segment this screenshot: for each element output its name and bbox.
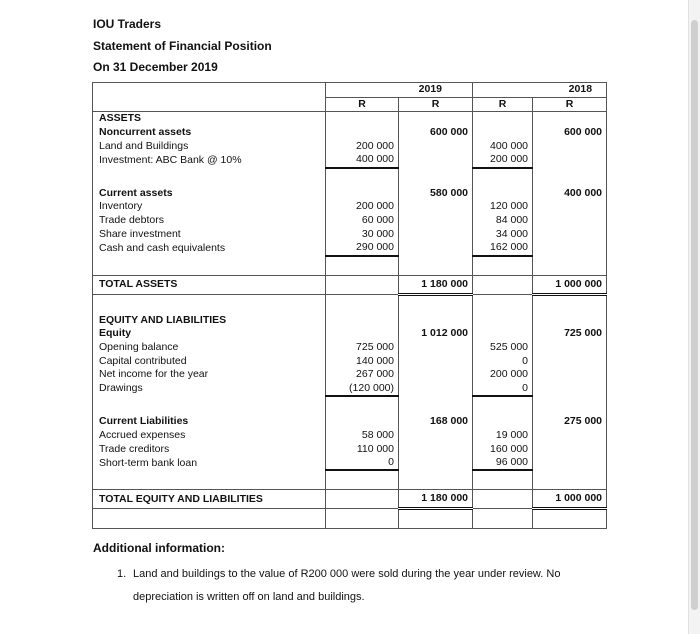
- row-label: Trade debtors: [93, 214, 326, 228]
- currency-label: R: [399, 97, 473, 112]
- table-row: [93, 275, 607, 294]
- table-row: [93, 214, 607, 228]
- table-row: [93, 187, 607, 201]
- section-heading: EQUITY AND LIABILITIES: [93, 314, 326, 328]
- spacer-row: [93, 509, 607, 529]
- value-2018: 200 000: [473, 153, 533, 168]
- value-2018: 525 000: [473, 341, 533, 355]
- value-2018: 162 000: [473, 241, 533, 256]
- subtotal-2019: 168 000: [399, 415, 473, 429]
- row-label: TOTAL ASSETS: [93, 275, 326, 294]
- year-2019-header: 2019: [326, 83, 473, 98]
- value-2019: 60 000: [326, 214, 399, 228]
- spacer-row: [93, 256, 607, 276]
- value-2018: 160 000: [473, 442, 533, 456]
- table-row: [93, 442, 607, 456]
- table-row: [93, 429, 607, 443]
- subtotal-2018: 600 000: [533, 126, 607, 140]
- total-2019: 1 180 000: [399, 490, 473, 509]
- row-label: Inventory: [93, 200, 326, 214]
- value-2018: 120 000: [473, 200, 533, 214]
- table-row: [93, 200, 607, 214]
- value-2018: 200 000: [473, 368, 533, 382]
- table-row: [93, 415, 607, 429]
- value-2018: 0: [473, 354, 533, 368]
- additional-note: [117, 563, 617, 609]
- currency-header-row: [93, 97, 607, 112]
- value-2019: 30 000: [326, 227, 399, 241]
- table-row: [93, 139, 607, 153]
- table-row: [93, 112, 607, 126]
- note-text: Land and buildings to the value of R200 000 were sold during the year under review. No: [133, 568, 561, 580]
- currency-label: R: [473, 97, 533, 112]
- value-2019: (120 000): [326, 382, 399, 397]
- value-2019: 200 000: [326, 139, 399, 153]
- value-2019: 58 000: [326, 429, 399, 443]
- value-2018: 34 000: [473, 227, 533, 241]
- vertical-scrollbar[interactable]: [688, 0, 700, 634]
- row-label: Investment: ABC Bank @ 10%: [93, 153, 326, 168]
- note-line: depreciation is written off on land and buildings.: [133, 591, 365, 603]
- table-row: [93, 341, 607, 355]
- row-label: Opening balance: [93, 341, 326, 355]
- table-row: [93, 382, 607, 397]
- total-2018: 1 000 000: [533, 490, 607, 509]
- spacer-row: [93, 470, 607, 490]
- row-label: Capital contributed: [93, 354, 326, 368]
- table-row: [93, 153, 607, 168]
- row-label: Land and Buildings: [93, 139, 326, 153]
- value-2018: 0: [473, 382, 533, 397]
- currency-label: R: [326, 97, 399, 112]
- table-row: [93, 126, 607, 140]
- subtotal-2019: 580 000: [399, 187, 473, 201]
- value-2019: 725 000: [326, 341, 399, 355]
- value-2018: 19 000: [473, 429, 533, 443]
- subtotal-2019: 600 000: [399, 126, 473, 140]
- table-row: [93, 241, 607, 256]
- subtotal-2019: 1 012 000: [399, 327, 473, 341]
- row-label: Trade creditors: [93, 442, 326, 456]
- company-name: IOU Traders: [93, 17, 162, 31]
- total-2019: 1 180 000: [399, 275, 473, 294]
- value-2018: 400 000: [473, 139, 533, 153]
- row-label: Drawings: [93, 382, 326, 397]
- value-2019: 200 000: [326, 200, 399, 214]
- section-heading: ASSETS: [93, 112, 326, 126]
- financial-position-table: [92, 82, 607, 529]
- row-label: Share investment: [93, 227, 326, 241]
- spacer-row: [93, 396, 607, 415]
- value-2019: 140 000: [326, 354, 399, 368]
- total-2018: 1 000 000: [533, 275, 607, 294]
- spacer-row: [93, 168, 607, 187]
- row-label: Net income for the year: [93, 368, 326, 382]
- row-label: TOTAL EQUITY AND LIABILITIES: [93, 490, 326, 509]
- table-row: [93, 227, 607, 241]
- value-2018: 84 000: [473, 214, 533, 228]
- year-header-row: [93, 83, 607, 98]
- table-row: [93, 314, 607, 328]
- row-label: Accrued expenses: [93, 429, 326, 443]
- value-2018: 96 000: [473, 456, 533, 471]
- note-line: [117, 563, 617, 586]
- note-number: 1.: [117, 568, 127, 580]
- table-row: [93, 368, 607, 382]
- row-label: Equity: [93, 327, 326, 341]
- row-label: Short-term bank loan: [93, 456, 326, 471]
- row-label: Cash and cash equivalents: [93, 241, 326, 256]
- subtotal-2018: 725 000: [533, 327, 607, 341]
- statement-title: Statement of Financial Position: [93, 39, 272, 53]
- table-row: [93, 456, 607, 471]
- subtotal-2018: 400 000: [533, 187, 607, 201]
- row-label: Noncurrent assets: [93, 126, 326, 140]
- year-2018-header: 2018: [473, 83, 607, 98]
- statement-date: On 31 December 2019: [93, 60, 218, 74]
- value-2019: 400 000: [326, 153, 399, 168]
- value-2019: 0: [326, 456, 399, 471]
- row-label: Current assets: [93, 187, 326, 201]
- additional-info-title: Additional information:: [93, 541, 225, 555]
- value-2019: 290 000: [326, 241, 399, 256]
- value-2019: 110 000: [326, 442, 399, 456]
- table-row: [93, 490, 607, 509]
- scrollbar-thumb[interactable]: [691, 20, 698, 610]
- value-2019: 267 000: [326, 368, 399, 382]
- table-row: [93, 327, 607, 341]
- table-row: [93, 354, 607, 368]
- spacer-row: [93, 294, 607, 314]
- row-label: Current Liabilities: [93, 415, 326, 429]
- subtotal-2018: 275 000: [533, 415, 607, 429]
- currency-label: R: [533, 97, 607, 112]
